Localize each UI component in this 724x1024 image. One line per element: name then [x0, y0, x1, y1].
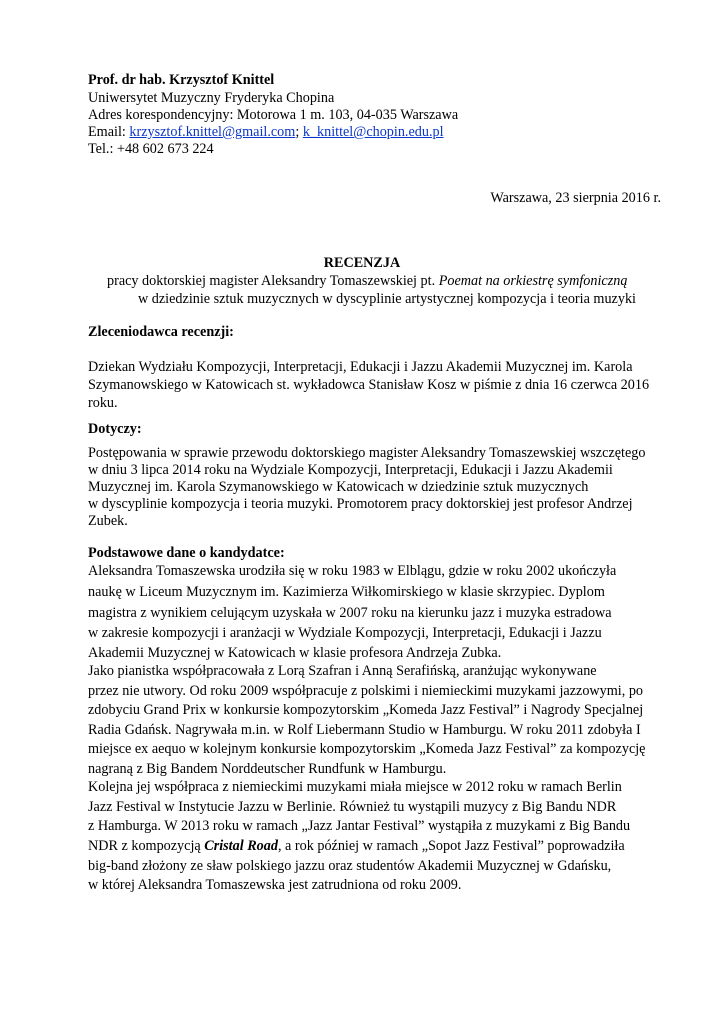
author-address: Adres korespondencyjny: Motorowa 1 m. 103, 04-035 Warszawa — [88, 107, 459, 123]
candidate-line: w zakresie kompozycji i aranżacji w Wydziale Kompozycji, Interpretacji, Edukacji i Jazzu — [88, 625, 602, 641]
work-title: Poemat na orkiestrę symfoniczną — [438, 273, 628, 289]
commissioner-heading: Zleceniodawca recenzji: — [88, 324, 234, 340]
candidate-line: Aleksandra Tomaszewska urodziła się w roku 1983 w Elblągu, gdzie w roku 2002 ukończyła — [88, 563, 617, 579]
candidate-line: Akademii Muzycznej w Katowicach w klasie profesora Andrzeja Zubka. — [88, 645, 502, 661]
candidate-line — [88, 837, 625, 855]
concerns-line: w dniu 3 lipca 2014 roku na Wydziale Kompozycji, Interpretacji, Edukacji i Jazzu Akademii — [88, 462, 613, 478]
commissioner-line: Szymanowskiego w Katowicach st. wykładowca Stanisław Kosz w piśmie z dnia 16 czerwca 2016 — [88, 377, 650, 393]
commissioner-line: Dziekan Wydziału Kompozycji, Interpretacji, Edukacji i Jazzu Akademii Muzycznej im. Karola — [88, 359, 633, 375]
author-institution: Uniwersytet Muzyczny Fryderyka Chopina — [88, 90, 335, 106]
email-link-gmail[interactable]: krzysztof.knittel@gmail.com — [129, 124, 296, 140]
candidate-line: Jako pianistka współpracowała z Lorą Szafran i Anną Serafińską, aranżując wykonywane — [88, 663, 597, 679]
review-subject-line — [107, 272, 627, 290]
concerns-line: Zubek. — [88, 513, 128, 529]
author-phone: Tel.: +48 602 673 224 — [88, 141, 214, 157]
date-line: Warszawa, 23 sierpnia 2016 r. — [490, 190, 661, 206]
author-email-line — [88, 123, 444, 141]
candidate-line: nagraną z Big Bandem Norddeutscher Rundfunk w Hamburgu. — [88, 761, 447, 777]
email-link-chopin[interactable]: k_knittel@chopin.edu.pl — [302, 124, 444, 140]
candidate-line: z Hamburga. W 2013 roku w ramach „Jazz Jantar Festival” wystąpiła z muzykami z Big Bandu — [88, 818, 631, 834]
candidate-heading: Podstawowe dane o kandydatce: — [88, 545, 285, 561]
candidate-line: magistra z wynikiem celującym uzyskała w 2007 roku na kierunku jazz i muzyka estradowa — [88, 605, 612, 621]
review-subject-prefix: pracy doktorskiej magister Aleksandry Tomaszewskiej pt. — [107, 273, 439, 289]
email-label: Email: — [88, 124, 130, 140]
composition-title: Cristal Road — [204, 838, 278, 854]
concerns-heading: Dotyczy: — [88, 421, 142, 437]
commissioner-line: roku. — [88, 395, 118, 411]
candidate-line: big-band złożony ze sław polskiego jazzu oraz studentów Akademii Muzycznej w Gdańsku, — [88, 858, 612, 874]
candidate-line: naukę w Liceum Muzycznym im. Kazimierza Wiłkomirskiego w klasie skrzypiec. Dyplom — [88, 584, 605, 600]
concerns-line: w dyscyplinie kompozycja i teoria muzyki. Promotorem pracy doktorskiej jest profesor Andrzej — [88, 496, 633, 512]
review-discipline-line: w dziedzinie sztuk muzycznych w dyscyplinie artystycznej kompozycja i teoria muzyki — [138, 291, 636, 307]
candidate-line: zdobyciu Grand Prix w konkursie kompozytorskim „Komeda Jazz Festival” i Nagrody Specjalnej — [88, 702, 644, 718]
review-heading: RECENZJA — [323, 255, 401, 271]
candidate-line: Jazz Festival w Instytucie Jazzu w Berlinie. Również tu wystąpili muzycy z Big Bandu NDR — [88, 799, 617, 815]
candidate-line: w której Aleksandra Tomaszewska jest zatrudniona od roku 2009. — [88, 877, 462, 893]
email-separator: ; — [295, 124, 303, 140]
candidate-line-suffix: , a rok później w ramach „Sopot Jazz Festival” poprowadziła — [277, 838, 625, 854]
candidate-line: miejsce ex aequo w kolejnym konkursie kompozytorskim „Komeda Jazz Festival” za kompozycję — [88, 741, 646, 757]
candidate-line: Kolejna jej współpraca z niemieckimi muzykami miała miejsce w 2012 roku w ramach Berlin — [88, 779, 622, 795]
candidate-line: przez nie utwory. Od roku 2009 współpracuje z polskimi i niemieckimi muzykami jazzowymi, po — [88, 683, 644, 699]
concerns-line: Muzycznej im. Karola Szymanowskiego w Katowicach w dziedzinie sztuk muzycznych — [88, 479, 589, 495]
candidate-line: Radia Gdańsk. Nagrywała m.in. w Rolf Liebermann Studio w Hamburgu. W roku 2011 zdobyła I — [88, 722, 641, 738]
author-name: Prof. dr hab. Krzysztof Knittel — [88, 72, 275, 88]
concerns-line: Postępowania w sprawie przewodu doktorskiego magister Aleksandry Tomaszewskiej wszczętego — [88, 445, 646, 461]
candidate-line-prefix: NDR z kompozycją — [88, 838, 205, 854]
